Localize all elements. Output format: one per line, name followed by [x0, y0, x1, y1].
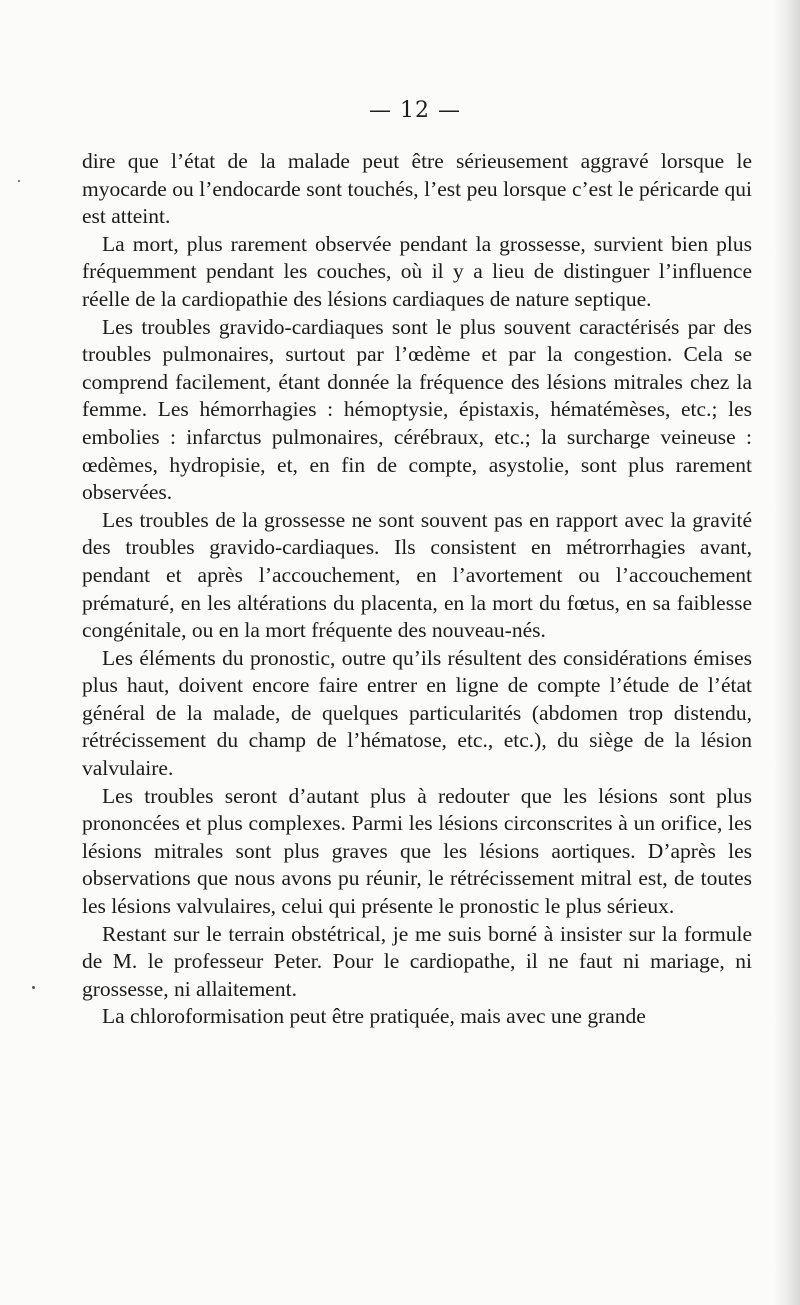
paragraph: Les troubles gravido-cardiaques sont le plus souvent caractérisés par des troubles pulmonaires, surtout par l’œdème et par la congestion. Cela se comprend facilement, étant donnée la fréquence des lésions mitrales chez la femme. Les hémorrhagies : hémoptysie, épistaxis, hématémèses, etc.; les embolies : infarctus pulmonaires, cérébraux, etc.; la surcharge veineuse : œdèmes, hydropisie, et, en fin de compte, asystolie, sont plus rarement observées. [82, 314, 752, 505]
paragraph: Les troubles seront d’autant plus à redouter que les lésions sont plus prononcées et plus complexes. Parmi les lésions circonscrites à un orifice, les lésions mitrales sont plus graves que les lésions aortiques. D’après les observations que nous avons pu réunir, le rétrécissement mitral est, de toutes les lésions valvulaires, celui qui présente le pronostic le plus sérieux. [82, 783, 752, 919]
paragraph: La chloroformisation peut être pratiquée, mais avec une grande [102, 1004, 646, 1029]
paragraph: Restant sur le terrain obstétrical, je me suis borné à insister sur la formule de M. le professeur Peter. Pour le cardiopathe, il ne faut ni mariage, ni grossesse, ni allaitement. [82, 921, 752, 1001]
page-edge-shadow [774, 0, 800, 1305]
ink-speck [18, 180, 20, 182]
ink-speck [32, 986, 35, 989]
page-number: — 12 — [369, 98, 461, 123]
paragraph: Les troubles de la grossesse ne sont souvent pas en rapport avec la gravité des troubles gravido-cardiaques. Ils consistent en métrorrhagies avant, pendant et après l’accouchement, en l’avortement ou l’accouchement prématuré, en les altérations du placenta, en la mort du fœtus, en sa faiblesse congénitale, ou en la mort fréquente des nouveau-nés. [82, 507, 752, 643]
paragraph: La mort, plus rarement observée pendant la grossesse, survient bien plus fréquemment pendant les couches, où il y a lieu de distinguer l’influence réelle de la cardiopathie des lésions cardiaques de nature septique. [82, 231, 752, 311]
paragraph: Les éléments du pronostic, outre qu’ils résultent des considérations émises plus haut, doivent encore faire entrer en ligne de compte l’étude de l’état général de la malade, de quelques particularités (abdomen trop distendu, rétrécissement du champ de l’hématose, etc., etc.), du siège de la lésion valvulaire. [82, 645, 752, 781]
body-text [82, 148, 752, 1031]
paragraph: dire que l’état de la malade peut être sérieusement aggravé lorsque le myocarde ou l’endocarde sont touchés, l’est peu lorsque c’est le péricarde qui est atteint. [82, 149, 752, 229]
